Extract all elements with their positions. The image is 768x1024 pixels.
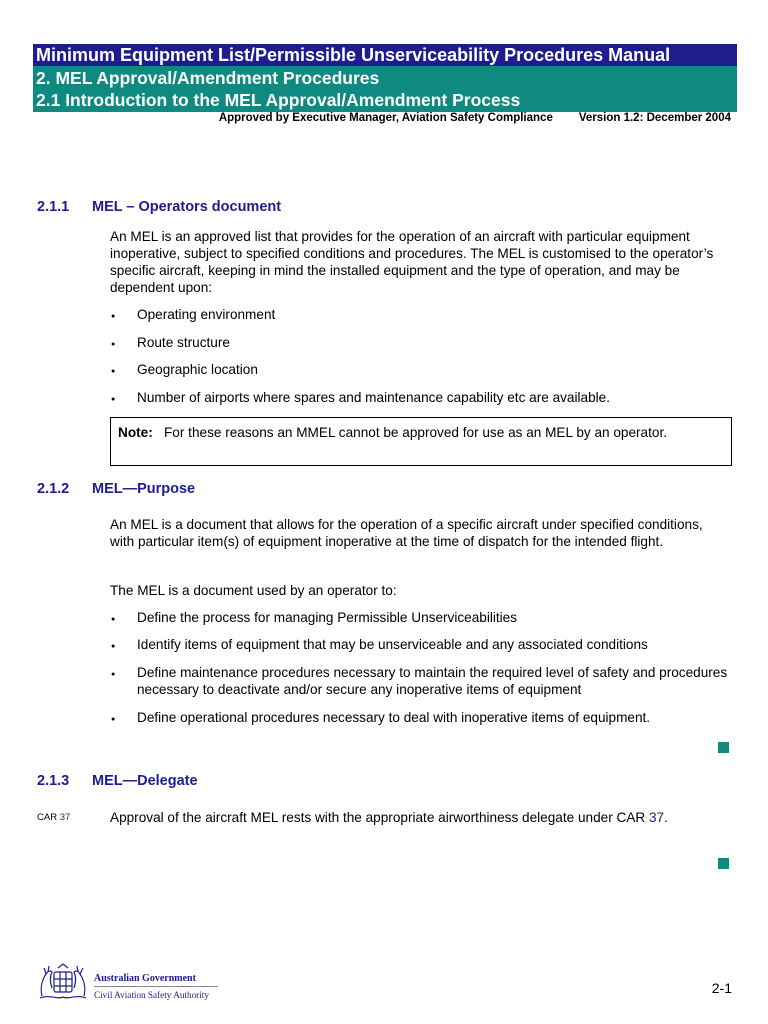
- agency-name: Civil Aviation Safety Authority: [94, 990, 209, 1000]
- section-number: 2.1.2: [37, 481, 70, 497]
- paragraph: The MEL is a document used by an operator to:: [110, 583, 397, 598]
- section-heading-text: MEL – Operators document: [92, 199, 282, 215]
- section-title-bar: [33, 66, 737, 112]
- list-item: ● Route structure: [110, 334, 737, 351]
- approved-by: Approved by Executive Manager, Aviation Safety Compliance: [218, 112, 553, 124]
- section-heading-text: MEL—Purpose: [92, 481, 196, 497]
- section-heading-2-1-1: [37, 199, 281, 215]
- version-label: Version 1.2: December 2004: [578, 112, 731, 124]
- coat-of-arms-icon: [36, 962, 90, 1002]
- list-item: ● Identify items of equipment that may be unserviceable and any associated conditions: [110, 636, 737, 653]
- list-item: ● Geographic location: [110, 361, 737, 378]
- paragraph-end: .: [664, 810, 668, 825]
- manual-title-bar: [33, 44, 737, 66]
- approval-line: [219, 112, 731, 124]
- note-box: [110, 417, 732, 466]
- list-item: ● Number of airports where spares and maintenance capability etc are available.: [110, 389, 737, 406]
- section-heading-2-1-3: [37, 773, 198, 789]
- logo-divider: [94, 986, 218, 987]
- government-name: Australian Government: [94, 973, 196, 984]
- page-number: 2-1: [711, 980, 732, 996]
- list-item: ● Operating environment: [110, 306, 737, 323]
- car-37-link[interactable]: 37: [648, 810, 665, 825]
- paragraph-text: Approval of the aircraft MEL rests with the appropriate airworthiness delegate under CAR: [110, 810, 649, 825]
- list-item: ● Define operational procedures necessary to deal with inoperative items of equipment.: [110, 709, 737, 726]
- manual-title: Minimum Equipment List/Permissible Unserviceability Procedures Manual: [36, 45, 671, 65]
- section-number: 2.1.1: [37, 199, 70, 215]
- section-heading-text: MEL—Delegate: [92, 773, 198, 789]
- margin-reference: [37, 812, 70, 823]
- paragraph: An MEL is an approved list that provides for the operation of an aircraft with particular equipment inoperative, subject to specified conditions and procedures. The MEL is customised to the operator’s specific aircraft, keeping in mind the installed equipment and the type of operation, and may be dependent upon:: [110, 229, 714, 295]
- section-heading-2-1-2: [37, 481, 195, 497]
- section-number: 2.1.3: [37, 773, 70, 789]
- list-item: ● Define the process for managing Permissible Unserviceabilities: [110, 609, 737, 626]
- section-end-marker: [718, 858, 729, 869]
- paragraph: An MEL is a document that allows for the operation of a specific aircraft under specified conditions, with particular item(s) of equipment inoperative at the time of dispatch for the intended flight.: [110, 517, 703, 549]
- section-title: 2.1 Introduction to the MEL Approval/Amendment Process: [36, 90, 521, 110]
- section-end-marker: [718, 742, 729, 753]
- note-label: Note:: [118, 425, 153, 440]
- paragraph: [110, 809, 710, 826]
- car-37-margin-link[interactable]: 37: [59, 812, 71, 823]
- chapter-title: 2. MEL Approval/Amendment Procedures: [36, 68, 380, 88]
- note-text: For these reasons an MMEL cannot be approved for use as an MEL by an operator.: [164, 425, 668, 440]
- casa-logo: [36, 962, 221, 1002]
- margin-reference-prefix: CAR: [37, 812, 60, 823]
- list-item: ● Define maintenance procedures necessary to maintain the required level of safety and procedures necessary to deactivate and/or secure any inoperative items of equipment: [110, 664, 737, 698]
